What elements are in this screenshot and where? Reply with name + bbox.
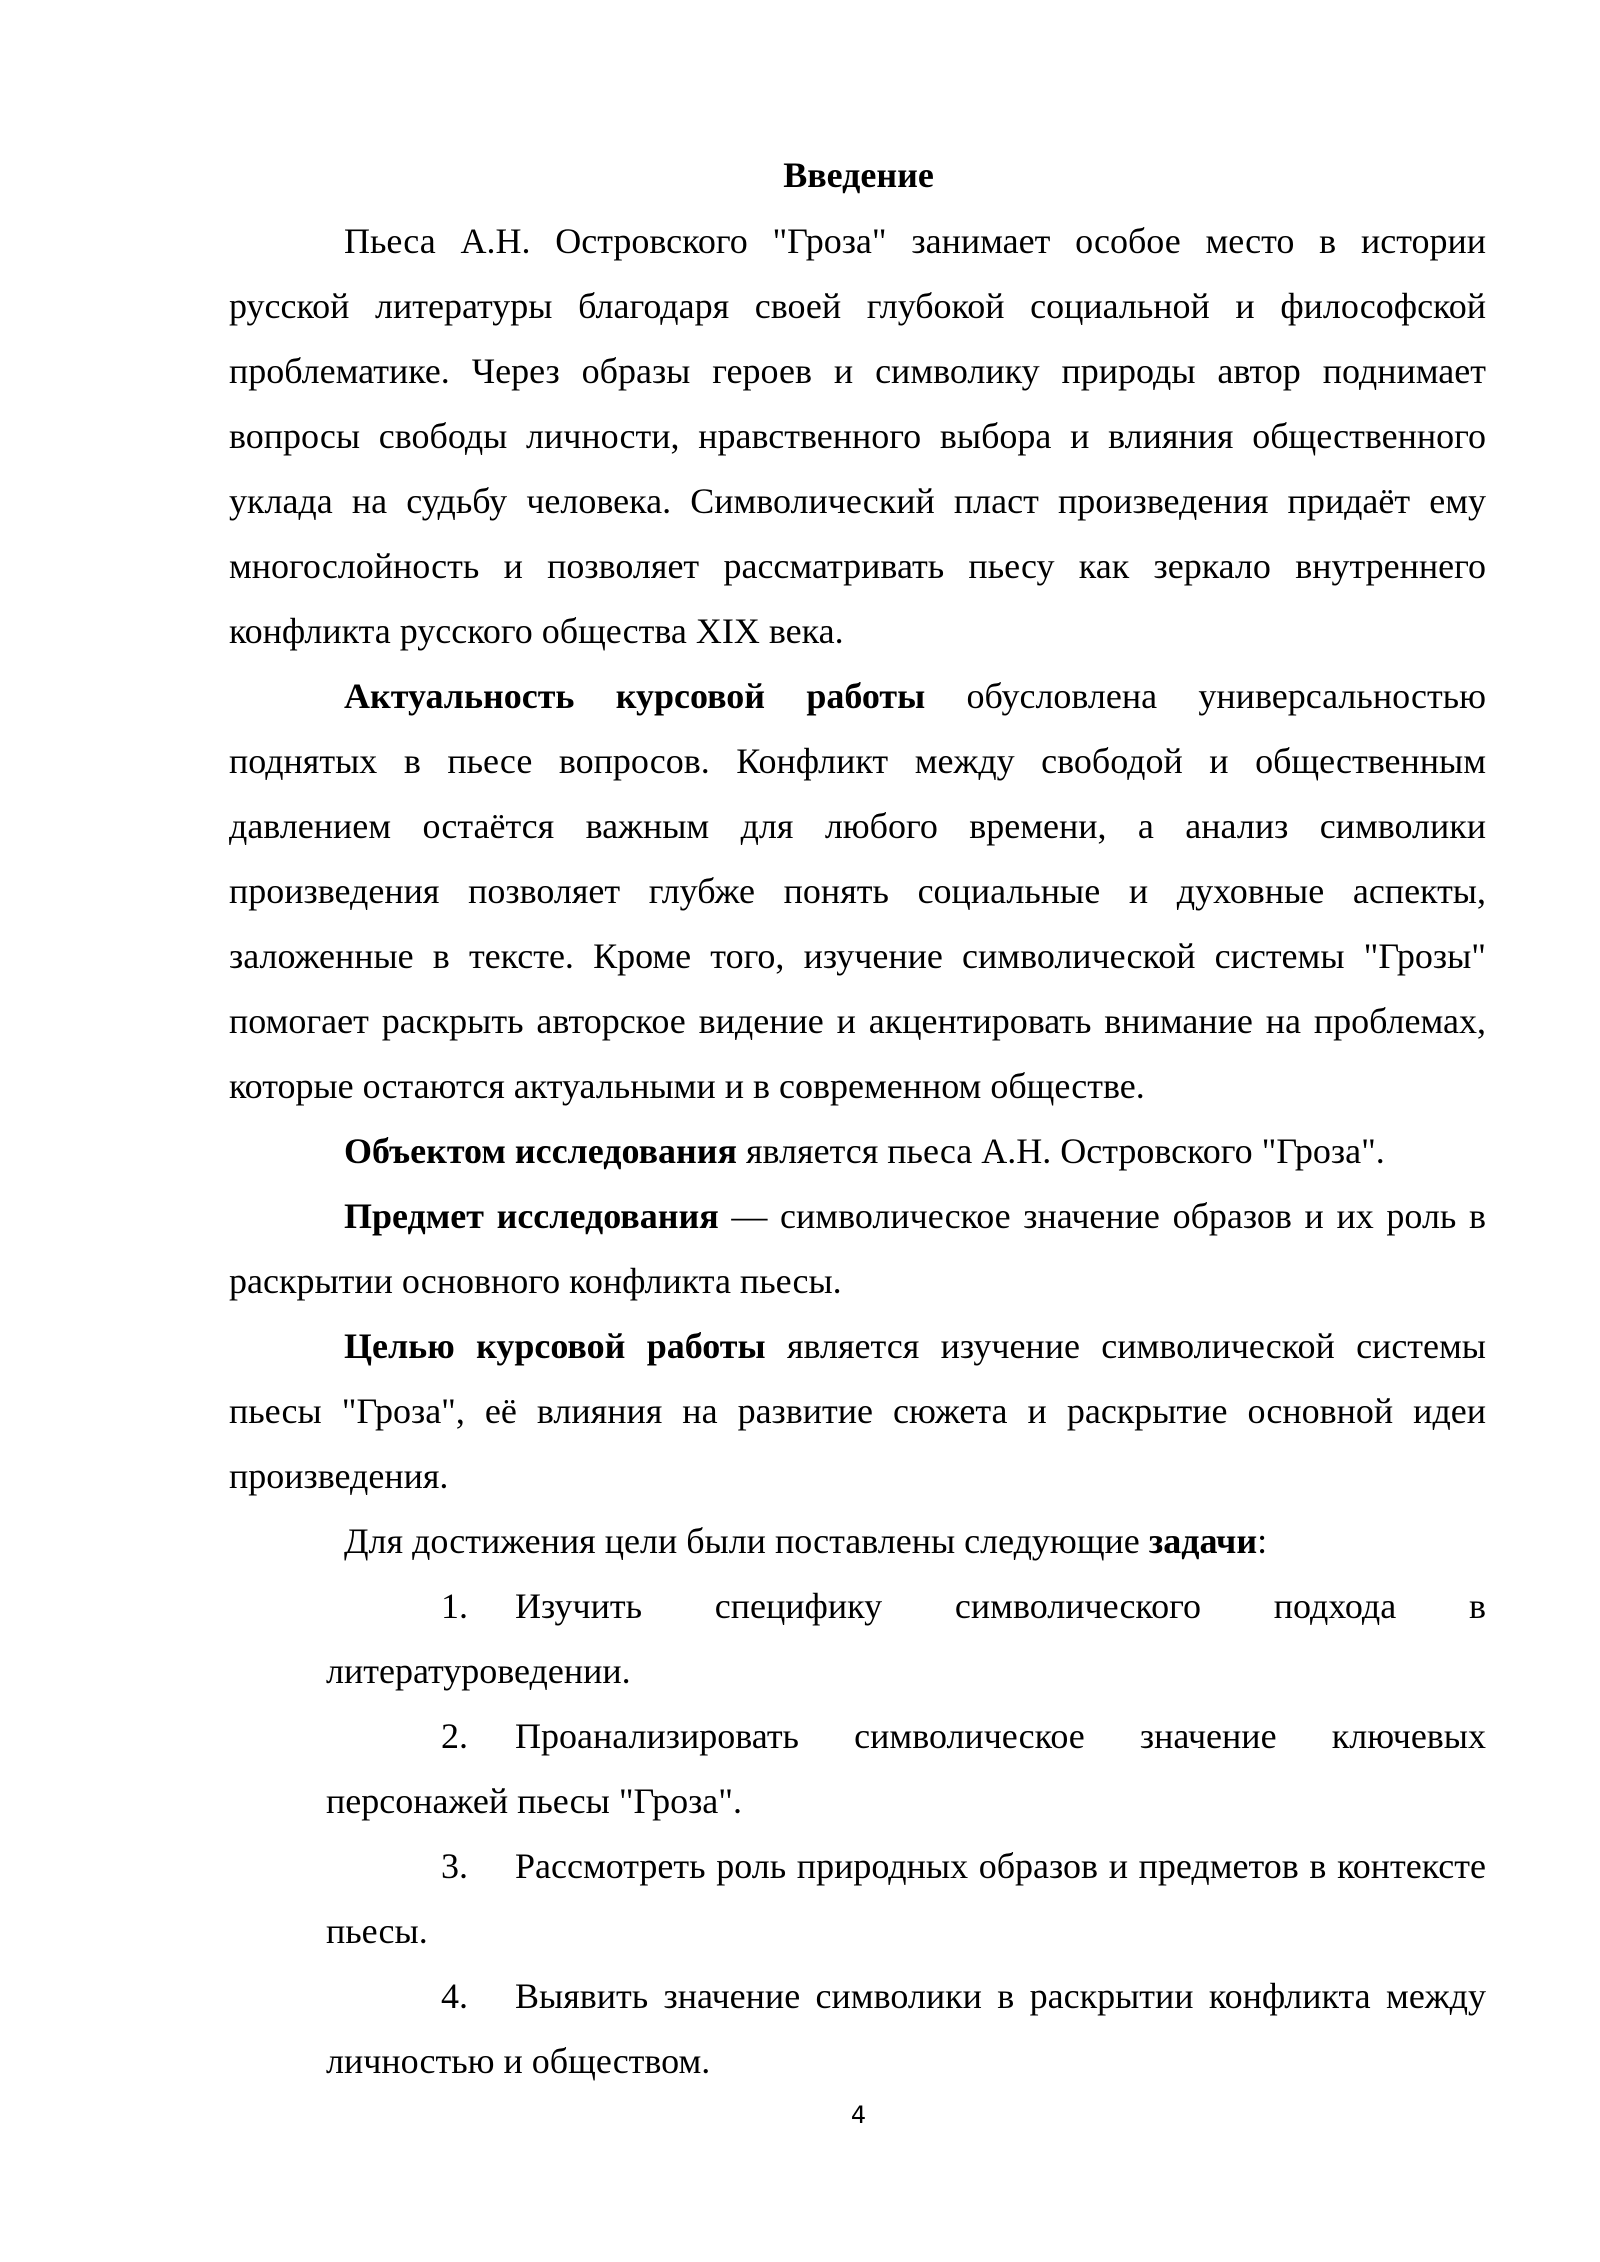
- object-heading: Объектом исследования: [344, 1131, 737, 1171]
- task-text: Проанализировать символическое значение ключевых персонажей пьесы "Гроза".: [326, 1716, 1486, 1821]
- section-title: Введение: [783, 155, 934, 195]
- relevance-heading: Актуальность курсовой работы: [344, 676, 926, 716]
- tasks-intro-text: Для достижения цели были поставлены следующие: [344, 1521, 1149, 1561]
- task-item: [229, 1964, 1486, 2094]
- task-number: 4.: [441, 1976, 468, 2016]
- subject-text: — символическое значение образов и их роль в раскрытии основного конфликта пьесы.: [229, 1196, 1486, 1301]
- task-number: 2.: [441, 1716, 468, 1756]
- object-text: является пьеса А.Н. Островского "Гроза".: [736, 1131, 1385, 1171]
- subject-paragraph: [229, 1184, 1486, 1314]
- relevance-text: обусловлена универсальностью поднятых в пьесе вопросов. Конфликт между свободой и общественным давлением остаётся важным для любого времени, а анализ символики произведения позволяет глубже понять социальные и духовные аспекты, заложенные в тексте. Кроме того, изучение символической системы "Грозы" помогает раскрыть авторское видение и акцентировать внимание на проблемах, которые остаются актуальными и в современном обществе.: [229, 676, 1486, 1106]
- tasks-intro-colon: :: [1257, 1521, 1268, 1561]
- task-text: Рассмотреть роль природных образов и предметов в контексте пьесы.: [326, 1846, 1486, 1951]
- relevance-paragraph: [229, 664, 1486, 1119]
- task-item: [229, 1704, 1486, 1834]
- tasks-intro-paragraph: [229, 1509, 1486, 1574]
- task-number: 1.: [441, 1586, 468, 1626]
- task-item: [229, 1834, 1486, 1964]
- object-paragraph: [229, 1119, 1486, 1184]
- task-item: [229, 1574, 1486, 1704]
- task-text: Изучить специфику символического подхода в литературоведении.: [326, 1586, 1486, 1691]
- goal-heading: Целью курсовой работы: [344, 1326, 766, 1366]
- body-text: [229, 209, 1486, 2094]
- goal-text: является изучение символической системы пьесы "Гроза", её влияния на развитие сюжета и раскрытие основной идеи произведения.: [229, 1326, 1486, 1496]
- tasks-intro-bold: задачи: [1148, 1521, 1258, 1561]
- intro-paragraph: Пьеса А.Н. Островского "Гроза" занимает особое место в истории русской литературы благодаря своей глубокой социальной и философской проблематике. Через образы героев и символику природы автор поднимает вопросы свободы личности, нравственного выбора и влияния общественного уклада на судьбу человека. Символический пласт произведения придаёт ему многослойность и позволяет рассматривать пьесу как зеркало внутреннего конфликта русского общества XIX века.: [229, 221, 1486, 651]
- goal-paragraph: [229, 1314, 1486, 1509]
- page-number: 4: [850, 2101, 867, 2129]
- subject-heading: Предмет исследования: [344, 1196, 719, 1236]
- task-text: Выявить значение символики в раскрытии конфликта между личностью и обществом.: [326, 1976, 1486, 2081]
- task-number: 3.: [441, 1846, 468, 1886]
